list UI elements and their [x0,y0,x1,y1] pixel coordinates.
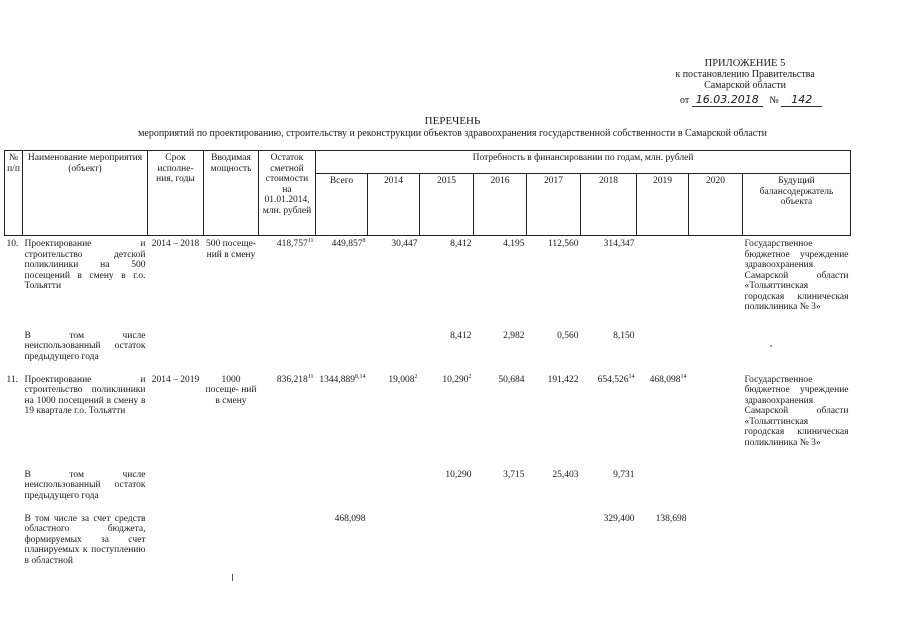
projects-table [4,150,851,571]
remainder-value: 836,218 [276,374,308,385]
col-remainder: Остаток сметной стоимости на 01.01.2014, млн. рублей [259,151,316,236]
col-total: Всего [316,174,368,236]
scan-mark [232,574,233,581]
col-2017: 2017 [527,174,581,236]
col-2015: 2015 [420,174,474,236]
col-name: Наименование мероприятия (объект) [23,151,148,236]
table-row [5,328,851,372]
row-2016: 3,715 [503,469,525,480]
col-owner: Будущий балансодержатель объекта [743,174,851,236]
appendix-title: ПРИЛОЖЕНИЕ 5 [704,58,786,69]
row-2018: 314,347 [603,239,635,249]
total-value: 1344,889 [319,374,355,385]
row-2015: 8,412 [450,239,472,249]
value-2014: 19,008 [388,374,415,385]
footnote-ref: 11 [307,237,314,244]
row-2018 [581,372,637,467]
footnote-ref: 11 [307,373,314,380]
row-2016: 2,982 [503,330,525,341]
row-2019 [637,372,689,467]
row-term: 2014 – 2018 [151,239,200,249]
value-2019: 468,098 [649,374,681,385]
col-2016: 2016 [474,174,527,236]
row-2018: 9,731 [613,469,635,480]
row-name: Проектирование и строительство поликлиники на 1000 посещений в смену в 19 квартале г.о. Тольятти [24,374,146,416]
row-2020 [689,236,743,328]
row-name: В том числе за счет средств областного бюджета, формируемых за счет планируемых к поступлению в областной [24,513,146,566]
row-2017: 25,403 [552,469,579,480]
row-name: Проектирование и строительство детской поликлиники на 500 посещений в смену в г.о. Тольятти [24,239,146,291]
appendix-line2: Самарской области [704,80,786,91]
footnote-ref: 2 [468,373,472,380]
row-2020 [689,372,743,467]
decree-number: 142 [781,93,822,107]
row-2015: 8,412 [450,330,472,341]
col-2014: 2014 [368,174,420,236]
value-2018: 654,526 [597,374,629,385]
row-owner: Государственное бюджетное учреждение здравоохранения Самарской области «Тольяттинская городская клиническая поликлиника № 3» [744,374,849,448]
col-funding: Потребность в финансировании по годам, млн. рублей [316,151,851,174]
table-row [5,372,851,467]
decree-line [680,93,830,106]
row-term: 2014 – 2019 [151,374,200,385]
document-title: ПЕРЕЧЕНЬ [424,115,481,127]
footnote-ref: 8 [362,237,366,244]
row-2017: 112,560 [547,239,579,249]
table-row [5,467,851,511]
col-2018: 2018 [581,174,637,236]
row-capacity: 1000 посеще- ний в смену [205,374,257,406]
row-total [316,372,368,467]
scan-speck [770,345,772,347]
row-total [316,236,368,328]
value-2015: 10,290 [442,374,469,385]
row-2019: 138,698 [655,513,687,524]
appendix-header [665,58,825,91]
decree-date: 16.03.2018 [692,93,763,107]
appendix-line1: к постановлению Правительства [675,69,815,80]
footnote-ref: 8,14 [355,373,366,380]
row-2015 [420,372,474,467]
row-owner: Государственное бюджетное учреждение здравоохранения Самарской области «Тольяттинская городская клиническая поликлиника № 3» [744,239,849,312]
col-capacity: Вводимая мощность [204,151,259,236]
document-subtitle: мероприятий по проектированию, строительству и реконструкции объектов здравоохранения государственной собственности в Самарской области [138,128,767,139]
row-2018: 8,150 [613,330,635,341]
table-row [5,236,851,328]
row-remainder [259,372,316,467]
remainder-value: 418,757 [276,239,308,249]
row-2014 [368,372,420,467]
row-2017: 191,422 [547,374,579,385]
footnote-ref: 2 [414,373,418,380]
row-2015: 10,290 [445,469,472,480]
table-row [5,511,851,571]
row-2018: 329,400 [603,513,635,524]
footnote-ref: 14 [628,373,635,380]
from-label: от [680,95,690,106]
row-2014: 30,447 [391,239,418,249]
row-2016: 50,684 [498,374,525,385]
table-header [5,151,851,236]
row-num: 11. [6,374,19,385]
row-2019 [637,236,689,328]
row-2017: 0,560 [557,330,579,341]
footnote-ref: 14 [680,373,687,380]
row-remainder [259,236,316,328]
row-name: В том числе неиспользованный остаток предыдущего года [24,330,146,362]
col-2019: 2019 [637,174,689,236]
row-capacity: 500 посеще- ний в смену [206,239,256,260]
col-term: Срок исполне- ния, годы [148,151,204,236]
row-total: 468,098 [334,513,366,524]
number-label: № [769,95,779,106]
row-2016: 4,195 [503,239,525,249]
row-name: В том числе неиспользованный остаток предыдущего года [24,469,146,501]
col-2020: 2020 [689,174,743,236]
row-num: 10. [6,239,19,249]
col-num: № п/п [5,151,23,236]
total-value: 449,857 [331,239,363,249]
